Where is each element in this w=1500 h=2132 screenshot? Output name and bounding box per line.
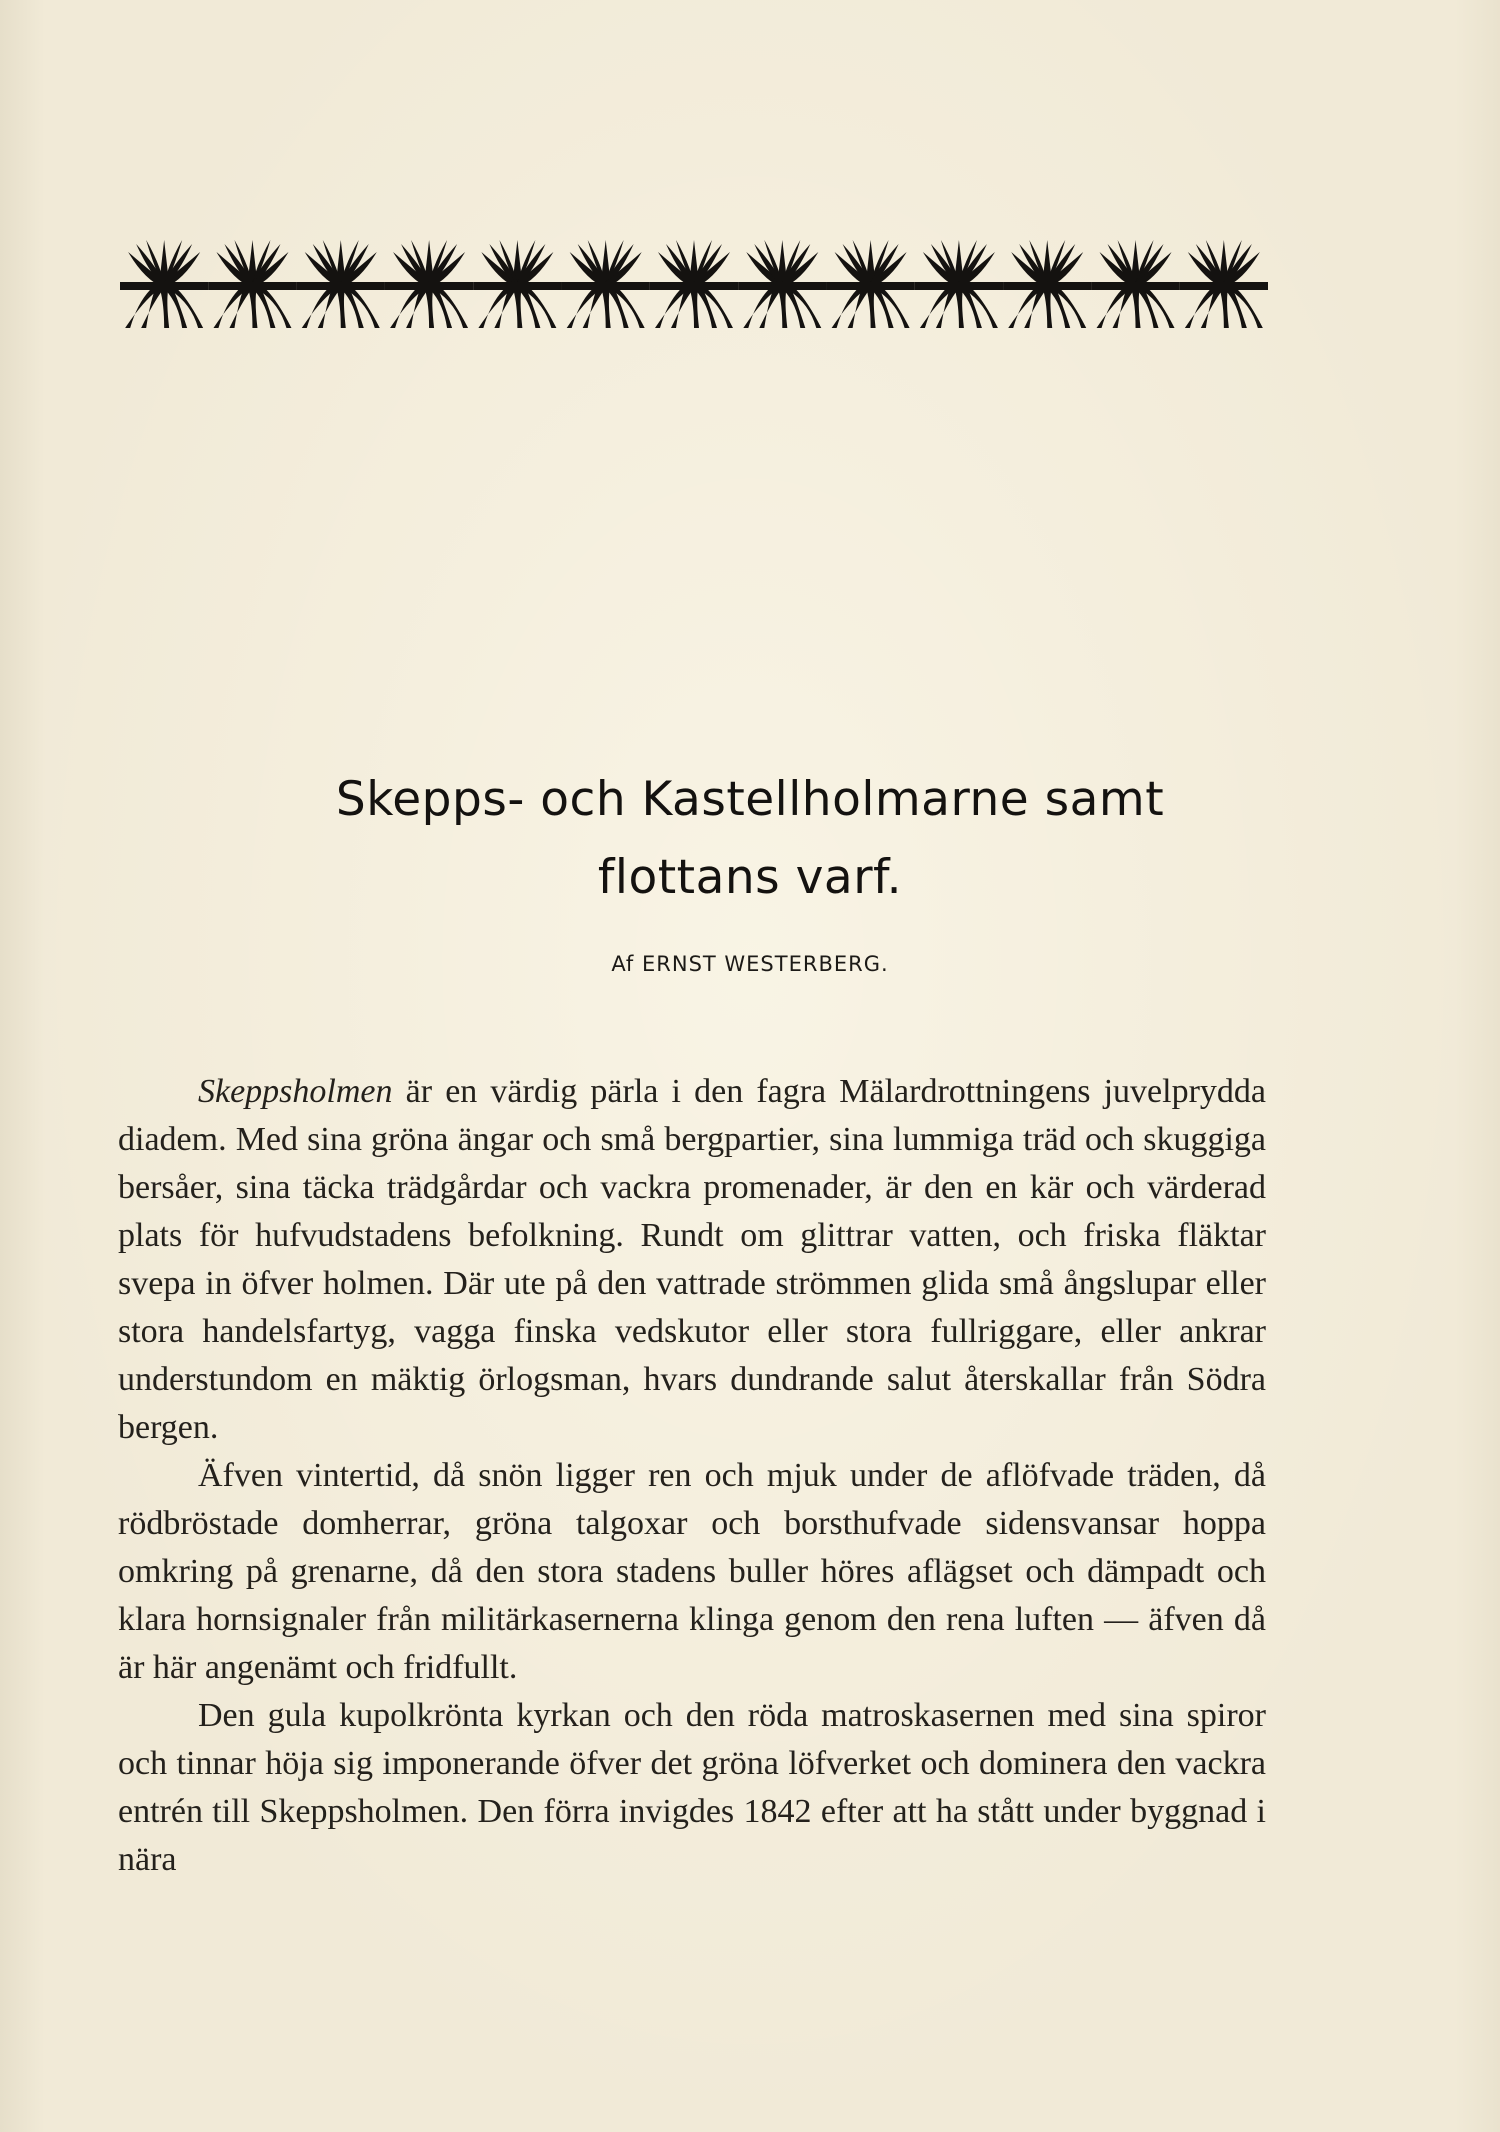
palmette-motif xyxy=(473,240,561,328)
palmette-motif xyxy=(650,240,738,328)
paragraph-3: Den gula kupolkrönta kyrkan och den röda matroskasernen med sina spiror och tinnar höja sig imponerande öfver det gröna löfverket och dominera den vackra entrén till Skeppsholmen. Den förra invigdes 1842 efter att ha stått under byggnad i nära xyxy=(118,1697,1266,1878)
paragraph-1 xyxy=(118,1068,1266,1452)
palmette-motif xyxy=(562,240,650,328)
palmette-motif xyxy=(1091,240,1179,328)
palmette-motif xyxy=(738,240,826,328)
palmette-motif xyxy=(208,240,296,328)
article-title-line-1: Skepps- och Kastellholmarne samt xyxy=(335,772,1165,827)
paragraph-1-lead: Skeppsholmen xyxy=(198,1073,393,1110)
palmette-motif xyxy=(1003,240,1091,328)
palmette-border-icon xyxy=(120,238,1268,330)
palmette-motif xyxy=(120,240,208,328)
palmette-motif xyxy=(826,240,914,328)
palmette-motif xyxy=(297,240,385,328)
paragraph-2: Äfven vintertid, då snön ligger ren och mjuk under de aflöfvade träden, då rödbröstade domherrar, gröna talgoxar och borsthufvade sidensvansar hoppa omkring på grenarne, då den stora stadens buller höres aflägset och dämpadt och klara hornsignaler från militärkasernerna klinga genom den rena luften — äfven då är här angenämt och fridfullt. xyxy=(118,1457,1266,1686)
author-byline: Af ERNST WESTERBERG. xyxy=(611,952,889,976)
article-body xyxy=(118,1068,1266,1884)
article-title-line-2: flottans varf. xyxy=(597,850,903,905)
palmette-motif xyxy=(1180,240,1268,328)
palmette-motif xyxy=(385,240,473,328)
paragraph-1-text: är en värdig pärla i den fagra Mälardrottningens juvelprydda diadem. Med sina gröna ängar och små bergpartier, sina lummiga träd och skuggiga bersåer, sina täcka trädgårdar och vackra promenader, är den en kär och värderad plats för hufvudstadens befolkning. Rundt om glittrar vatten, och friska fläktar svepa in öfver holmen. Där ute på den vattrade strömmen glida små ångslupar eller stora handelsfartyg, vagga finska vedskutor eller stora fullriggare, eller ankrar understundom en mäktig örlogsman, hvars dundrande salut återskallar från Södra bergen. xyxy=(118,1073,1266,1446)
palmette-motif xyxy=(915,240,1003,328)
